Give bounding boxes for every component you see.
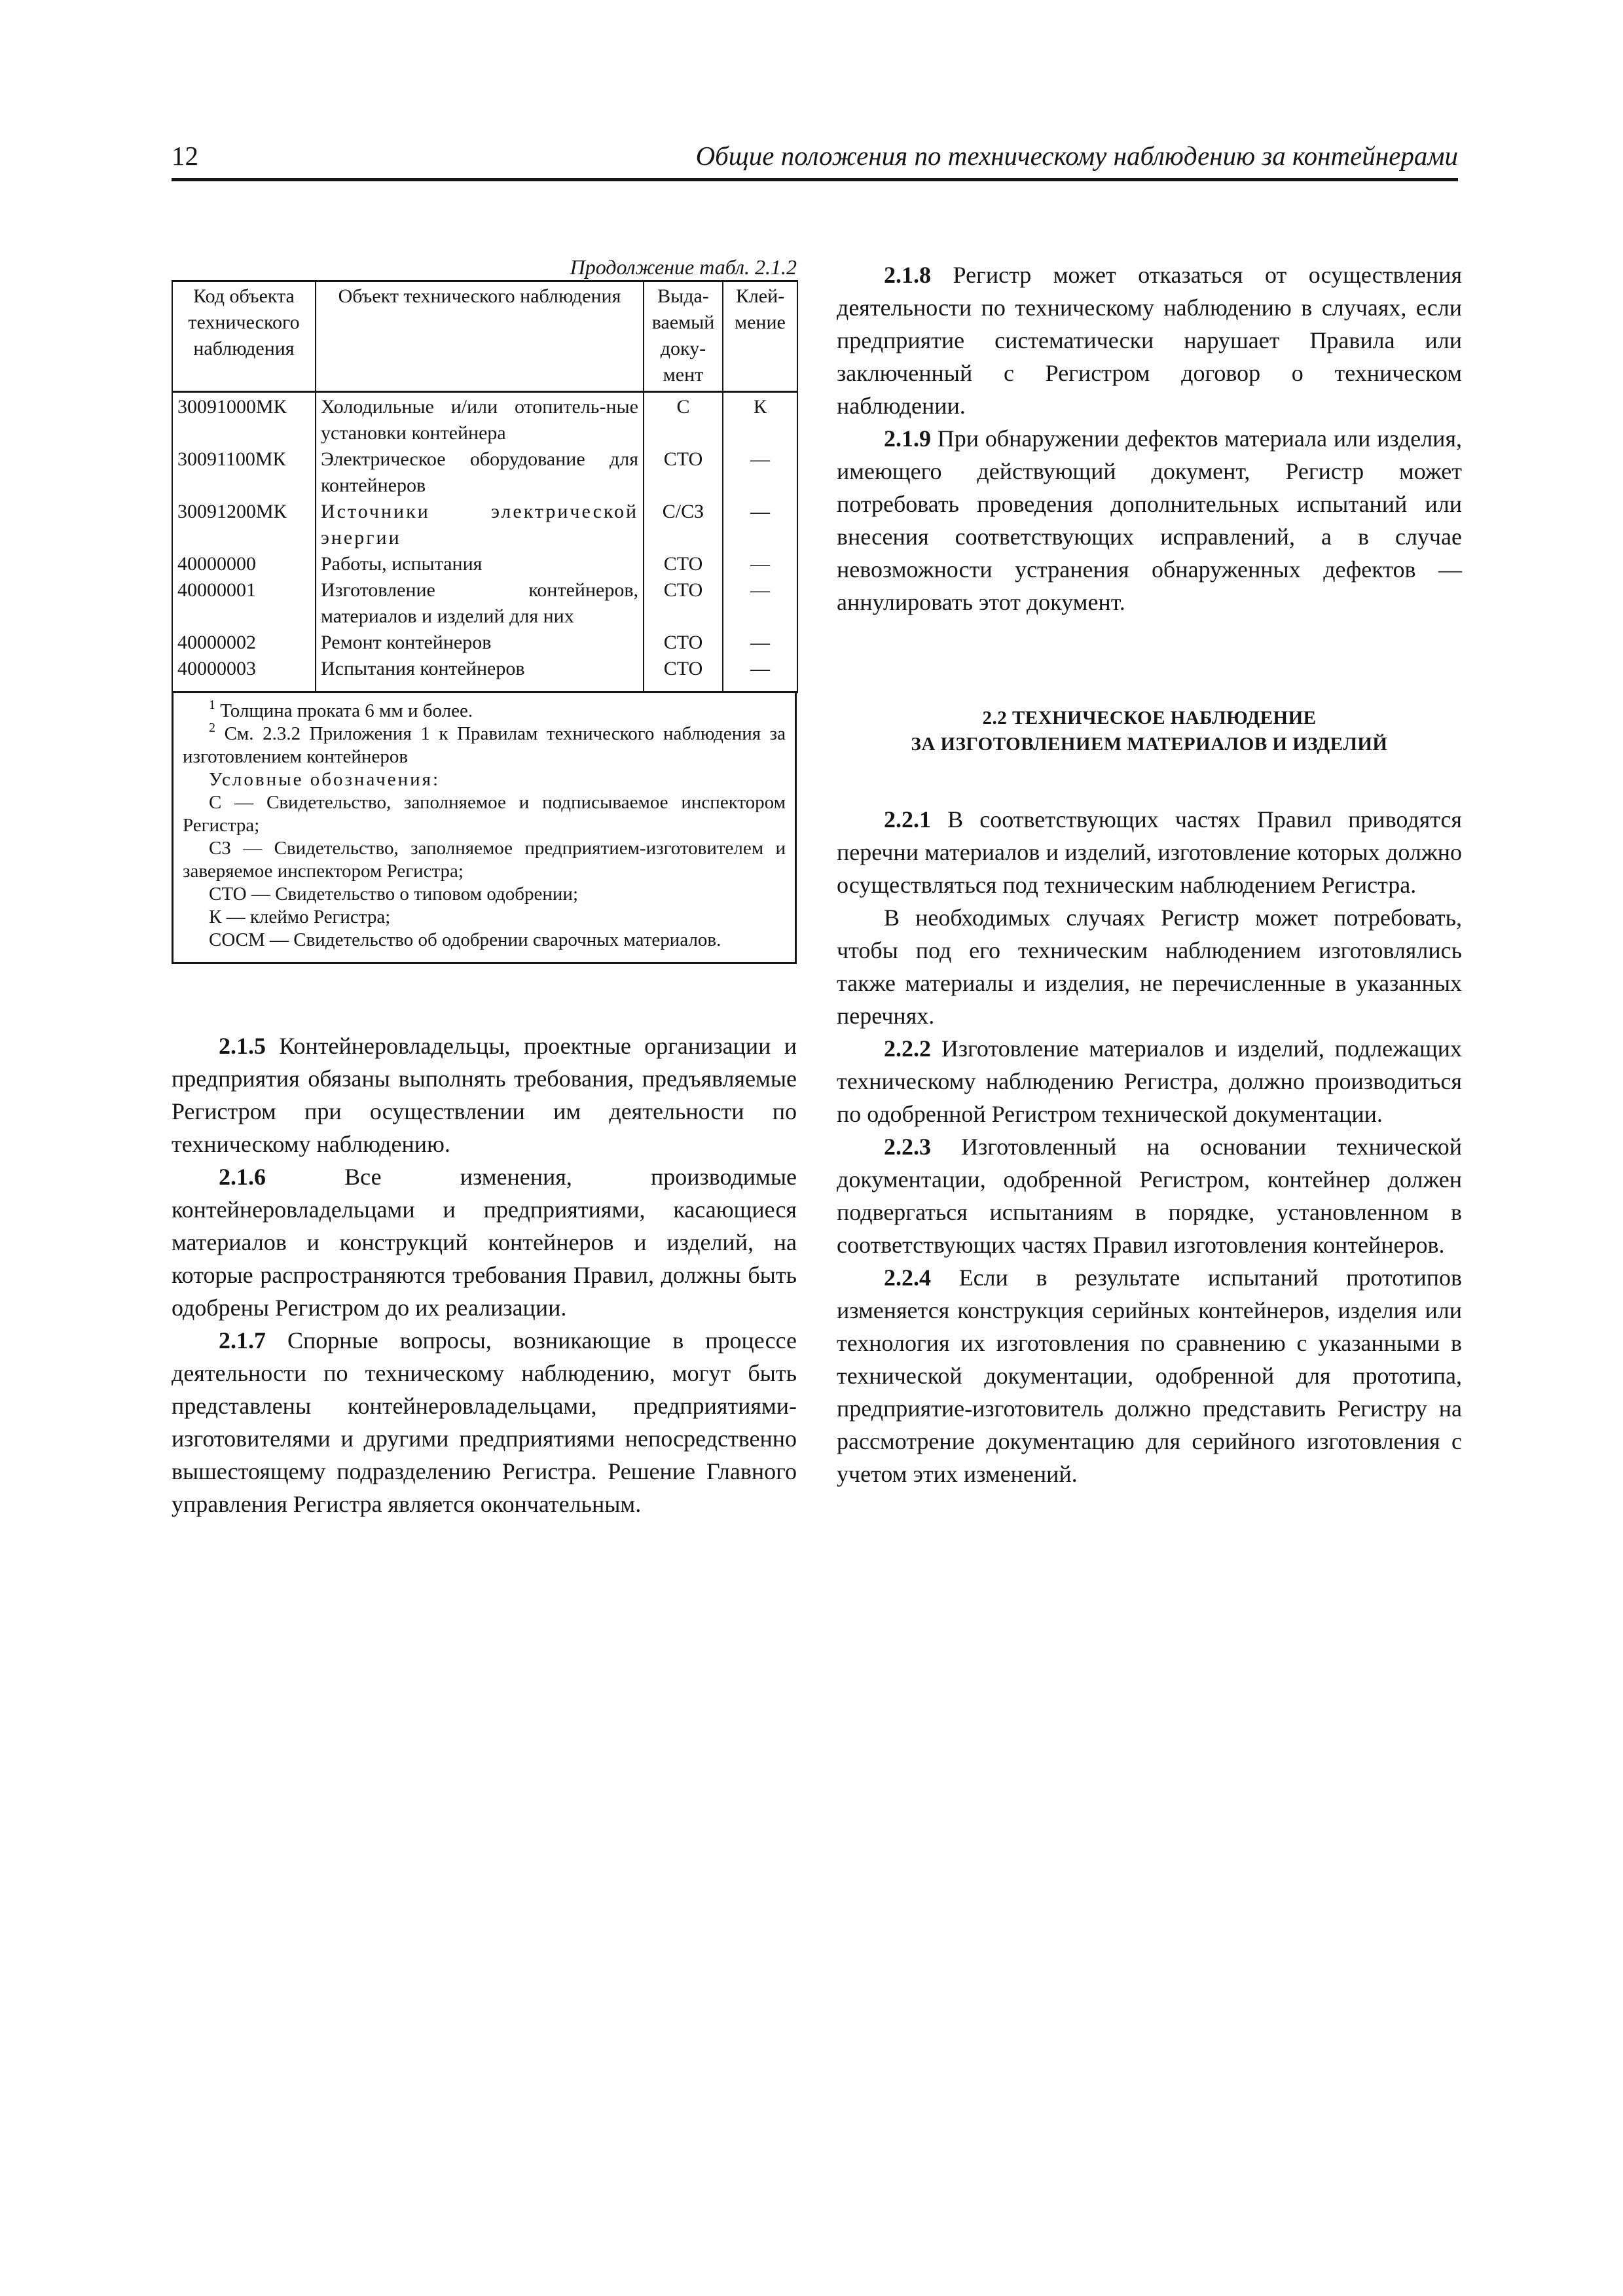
cell-code: 40000000 — [172, 551, 316, 577]
paragraph — [837, 901, 1462, 1032]
cell-document: СТО — [644, 551, 723, 577]
footnote-marker: 2 — [209, 721, 215, 735]
cell-stamp: — — [723, 499, 797, 551]
paragraph-text: В необходимых случаях Регистр может потребовать, чтобы под его техническим наблюдением изготовлялись также материалы и изделия, не перечисленные в указанных перечнях. — [837, 905, 1462, 1029]
col-header-document: Выда-ваемый доку-мент — [644, 281, 723, 392]
cell-document: СТО — [644, 577, 723, 630]
paragraph-text: Контейнеровладельцы, проектные организации и предприятия обязаны выполнять требования, предъявляемые Регистром при осуществлении им деятельности по техническому наблюдению. — [172, 1033, 797, 1157]
table-row — [172, 446, 797, 499]
section-heading — [837, 705, 1462, 757]
paragraph-number: 2.2.3 — [884, 1134, 931, 1160]
footnote-2 — [183, 723, 786, 768]
section-heading-line-2: ЗА ИЗГОТОВЛЕНИЕМ МАТЕРИАЛОВ И ИЗДЕЛИЙ — [911, 734, 1388, 755]
col-header-stamp: Клей-мение — [723, 281, 797, 392]
paragraph-text: При обнаружении дефектов материала или изделия, имеющего действующий документ, Регистр может потребовать проведения дополнительных испытаний или внесения соответствующих исправлений, а в случае невозможности устранения обнаруженных дефектов — аннулировать этот документ. — [837, 425, 1463, 615]
table-row — [172, 630, 797, 656]
legend-item: СОСМ — Свидетельство об одобрении сварочных материалов. — [209, 929, 721, 950]
cell-stamp: — — [723, 630, 797, 656]
paragraph-text: Спорные вопросы, возникающие в процессе деятельности по техническому наблюдению, могут быть представлены контейнеровладельцами, предприятиями-изготовителями и другими предприятиями непосредственно вышестоящему подразделению Регистра. Решение Главного управления Регистра является окончательным. — [172, 1327, 797, 1517]
cell-code: 30091000МК — [172, 392, 316, 447]
paragraph-number: 2.2.2 — [884, 1035, 931, 1062]
paragraph — [172, 1030, 797, 1160]
paragraph-text: Если в результате испытаний прототипов изменяется конструкция серийных контейнеров, изделия или технология их изготовления по сравнению с указанными в технической документации, одобренной для прототипа, предприятие-изготовитель должно представить Регистру на рассмотрение документацию для серийного изготовления с учетом этих изменений. — [837, 1265, 1463, 1487]
right-body-top — [837, 259, 1462, 619]
paragraph — [837, 1032, 1462, 1130]
paragraph-number: 2.1.6 — [219, 1164, 266, 1190]
footnote-text: Толщина проката 6 мм и более. — [220, 700, 473, 721]
table-row — [172, 551, 797, 577]
col-header-object: Объект технического наблюдения — [316, 281, 644, 392]
paragraph-text: Изготовленный на основании технической документации, одобренной Регистром, контейнер должен подвергаться испытаниям в порядке, установленном в соответствующих частях Правил изготовления контейнеров. — [837, 1134, 1462, 1258]
paragraph-text: Изготовление материалов и изделий, подлежащих техническому наблюдению Регистра, должно производиться по одобренной Регистром технической документации. — [837, 1035, 1462, 1127]
cell-stamp: — — [723, 551, 797, 577]
paragraph-number: 2.1.7 — [219, 1327, 266, 1354]
cell-stamp: — — [723, 577, 797, 630]
table-row — [172, 499, 797, 551]
cell-document: С/СЗ — [644, 499, 723, 551]
footnote-1 — [183, 700, 786, 723]
paragraph-number: 2.2.4 — [884, 1265, 931, 1291]
right-column — [837, 259, 1462, 1490]
paragraph-text: Все изменения, производимые контейнеровладельцами и предприятиями, касающиеся материалов и конструкций контейнеров и изделий, на которые распространяются требования Правил, должны быть одобрены Регистром до их реализации. — [172, 1164, 797, 1321]
footnote-marker: 1 — [209, 698, 215, 712]
table-header-row — [172, 281, 797, 392]
paragraph — [837, 1261, 1462, 1490]
cell-stamp: — — [723, 446, 797, 499]
cell-code: 40000002 — [172, 630, 316, 656]
cell-code: 40000003 — [172, 656, 316, 692]
paragraph-number: 2.1.8 — [884, 262, 931, 288]
cell-stamp: — — [723, 656, 797, 692]
paragraph — [172, 1160, 797, 1324]
legend-item: С — Свидетельство, заполняемое и подписываемое инспектором Регистра; — [183, 792, 786, 836]
running-title: Общие положения по техническому наблюдению за контейнерами — [695, 141, 1458, 171]
paragraph-text: В соответствующих частях Правил приводятся перечни материалов и изделий, изготовление которых должно осуществляться под техническим наблюдением Регистра. — [837, 806, 1462, 898]
paragraph — [837, 259, 1462, 422]
paragraph — [837, 422, 1462, 619]
cell-code: 40000001 — [172, 577, 316, 630]
cell-document: СТО — [644, 656, 723, 692]
legend-title: Условные обозначения: — [209, 769, 441, 790]
cell-object: Источники электрической энергии — [316, 499, 644, 551]
cell-object: Электрическое оборудование для контейнеров — [316, 446, 644, 499]
table-row — [172, 656, 797, 692]
cell-object: Испытания контейнеров — [316, 656, 644, 692]
cell-document: С — [644, 392, 723, 447]
table-continuation-label: Продолжение табл. 2.1.2 — [570, 255, 797, 279]
legend-item: СТО — Свидетельство о типовом одобрении; — [209, 884, 578, 905]
paragraph — [172, 1324, 797, 1520]
paragraph-number: 2.1.9 — [884, 425, 931, 452]
section-heading-line-1: 2.2 ТЕХНИЧЕСКОЕ НАБЛЮДЕНИЕ — [982, 708, 1317, 728]
right-body-bottom — [837, 803, 1462, 1490]
cell-object: Работы, испытания — [316, 551, 644, 577]
cell-code: 30091100МК — [172, 446, 316, 499]
page-number: 12 — [172, 141, 198, 171]
cell-document: СТО — [644, 630, 723, 656]
paragraph — [837, 803, 1462, 901]
header-rule — [172, 178, 1458, 181]
observation-table — [172, 280, 798, 693]
left-body-text — [172, 1030, 797, 1520]
footnote-text: См. 2.3.2 Приложения 1 к Правилам технического наблюдения за изготовлением контейнеров — [183, 723, 786, 767]
table-row — [172, 392, 797, 447]
paragraph — [837, 1130, 1462, 1261]
cell-stamp: К — [723, 392, 797, 447]
running-header — [172, 140, 1458, 181]
left-column — [172, 254, 797, 1520]
cell-object: Холодильные и/или отопитель-ные установки контейнера — [316, 392, 644, 447]
table-row — [172, 577, 797, 630]
legend-item: К — клеймо Регистра; — [209, 906, 391, 927]
paragraph-text: Регистр может отказаться от осуществления деятельности по техническому наблюдению в случаях, если предприятие систематически нарушает Правила или заключенный с Регистром договор о техническом наблюдении. — [837, 262, 1463, 419]
legend-item: СЗ — Свидетельство, заполняемое предприятием-изготовителем и заверяемое инспектором Регистра; — [183, 838, 786, 882]
paragraph-number: 2.1.5 — [219, 1033, 266, 1059]
col-header-code: Код объекта технического наблюдения — [172, 281, 316, 392]
cell-document: СТО — [644, 446, 723, 499]
paragraph-number: 2.2.1 — [884, 806, 931, 833]
cell-object: Ремонт контейнеров — [316, 630, 644, 656]
cell-object: Изготовление контейнеров, материалов и изделий для них — [316, 577, 644, 630]
table-notes — [172, 693, 797, 964]
cell-code: 30091200МК — [172, 499, 316, 551]
